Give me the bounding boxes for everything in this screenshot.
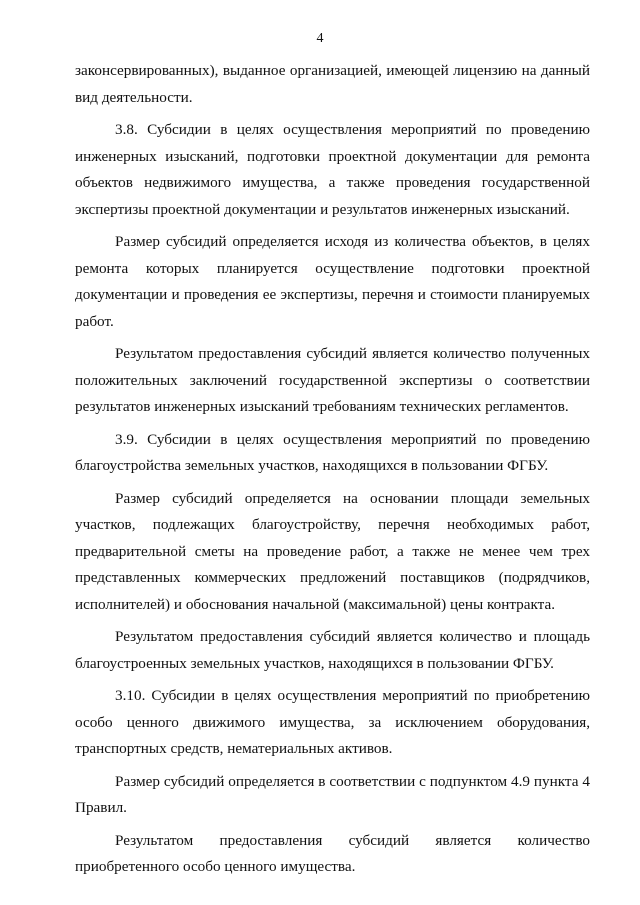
paragraph-3-10-amount: Размер субсидий определяется в соответствии с подпунктом 4.9 пункта 4 Правил. bbox=[75, 772, 590, 816]
page-number: 4 bbox=[316, 31, 324, 46]
paragraph-3-9-amount: Размер субсидий определяется на основании площади земельных участков, подлежащих благоустройству, перечня необходимых работ, предварительной сметы на проведение работ, а также не менее чем трех представленных коммерческих предложений поставщиков (подрядчиков, исполнителей) и обоснования начальной (максимальной) цены контракта. bbox=[75, 489, 590, 613]
document-body bbox=[75, 58, 590, 881]
paragraph-3-9: 3.9. Субсидии в целях осуществления мероприятий по проведению благоустройства земельных участков, находящихся в пользовании ФГБУ. bbox=[75, 430, 590, 474]
paragraph-3-10-result: Результатом предоставления субсидий является количество приобретенного особо ценного имущества. bbox=[75, 831, 590, 875]
paragraph-continuation: законсервированных), выданное организацией, имеющей лицензию на данный вид деятельности. bbox=[75, 62, 590, 106]
paragraph-3-8-result: Результатом предоставления субсидий является количество полученных положительных заключений государственной экспертизы о соответствии результатов инженерных изысканий требованиям технических регламентов. bbox=[75, 345, 590, 415]
paragraph-3-9-result: Результатом предоставления субсидий является количество и площадь благоустроенных земельных участков, находящихся в пользовании ФГБУ. bbox=[75, 628, 590, 672]
paragraph-3-10: 3.10. Субсидии в целях осуществления мероприятий по приобретению особо ценного движимого имущества, за исключением оборудования, транспортных средств, нематериальных активов. bbox=[75, 687, 590, 757]
paragraph-3-8: 3.8. Субсидии в целях осуществления мероприятий по проведению инженерных изысканий, подготовки проектной документации для ремонта объектов недвижимого имущества, а также проведения государственной экспертизы проектной документации и результатов инженерных изысканий. bbox=[75, 121, 590, 218]
paragraph-3-8-amount: Размер субсидий определяется исходя из количества объектов, в целях ремонта которых планируется осуществление подготовки проектной документации и проведения ее экспертизы, перечня и стоимости планируемых работ. bbox=[75, 233, 590, 330]
